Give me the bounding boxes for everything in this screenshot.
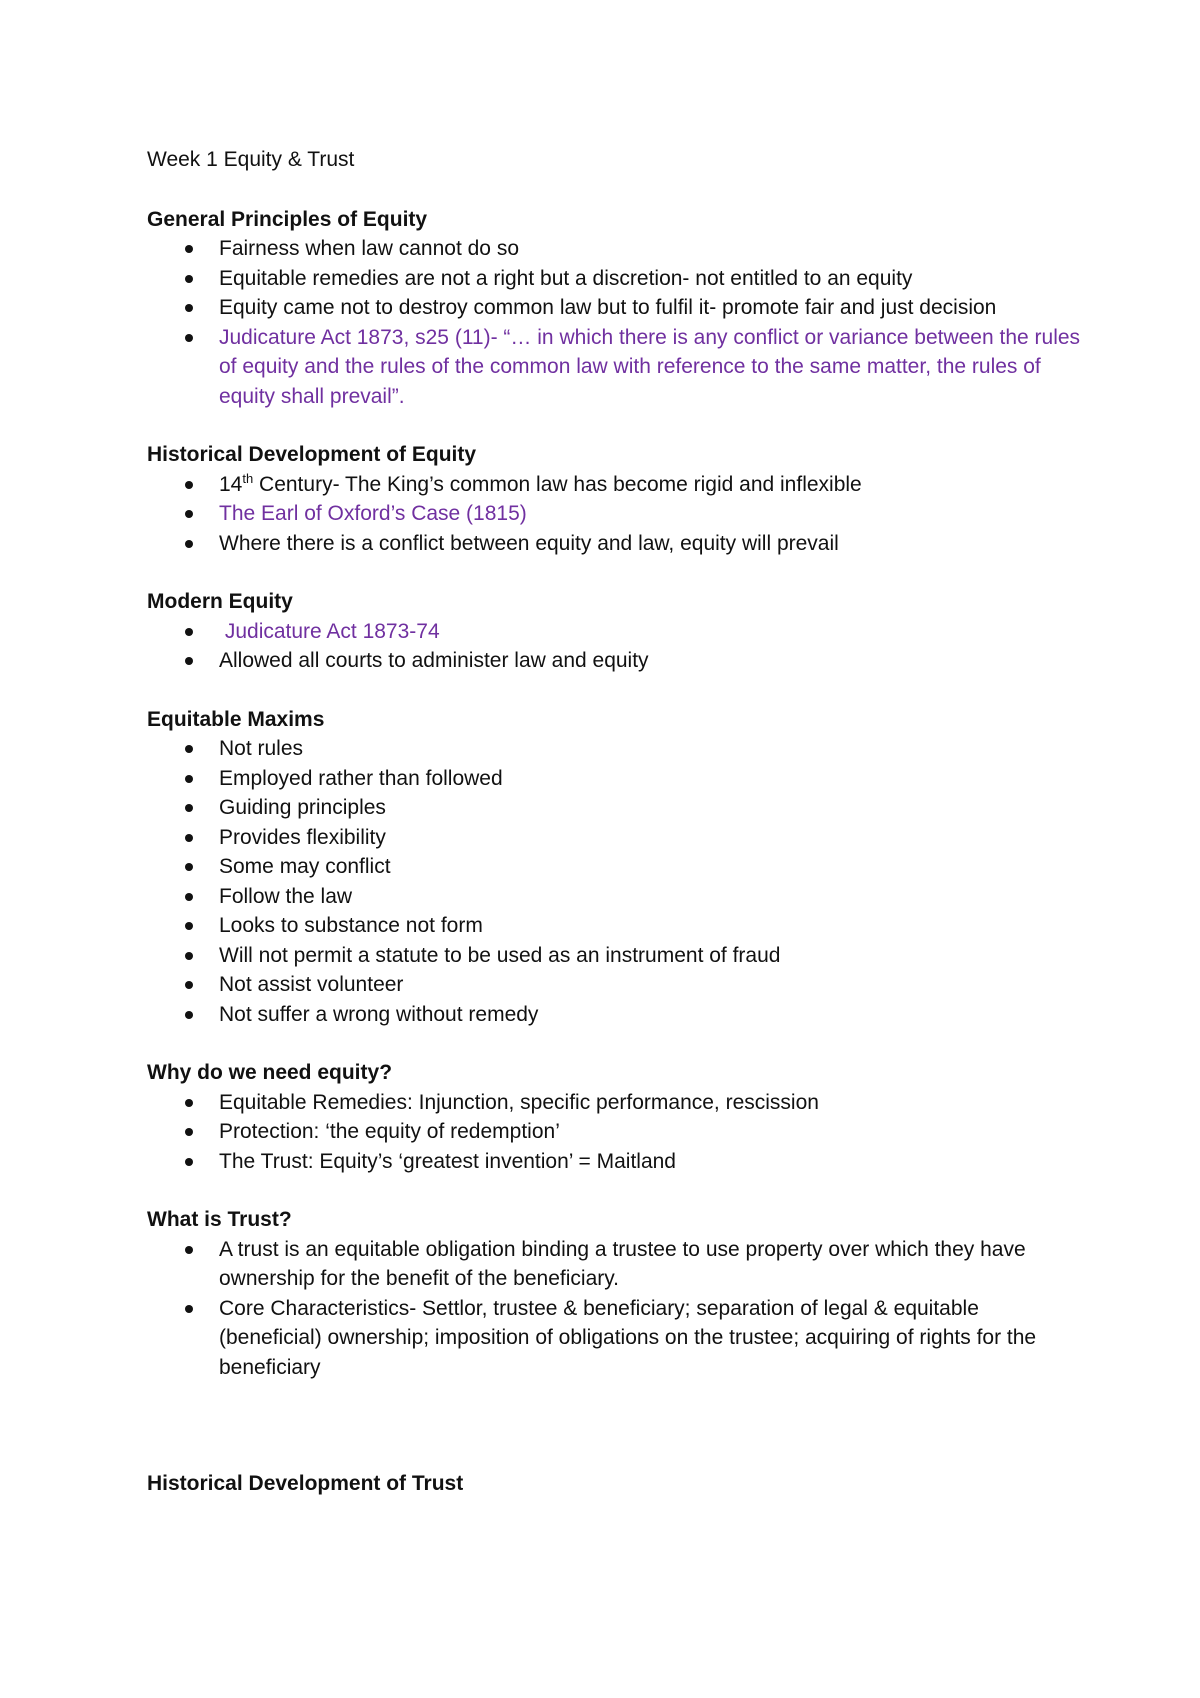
bullet-icon [185, 334, 193, 342]
bullet-icon [185, 804, 193, 812]
list-item [147, 911, 1087, 941]
list-item-text: Not suffer a wrong without remedy [219, 1002, 539, 1026]
section-general-principles [147, 205, 1087, 412]
section-historical-development-trust [147, 1469, 1087, 1499]
bullet-list [147, 1235, 1087, 1383]
list-item-text: Provides flexibility [219, 825, 386, 849]
list-item [147, 970, 1087, 1000]
bullet-icon [185, 1158, 193, 1166]
list-item-text: The Trust: Equity’s ‘greatest invention’ = Maitland [219, 1149, 676, 1173]
ordinal-suffix: th [242, 470, 254, 486]
bullet-icon [185, 540, 193, 548]
list-item-text: Some may conflict [219, 855, 391, 878]
section-modern-equity [147, 587, 1087, 676]
list-item-text: Not assist volunteer [219, 973, 404, 996]
list-item [147, 734, 1087, 764]
section-heading: Modern Equity [147, 590, 293, 613]
list-item-text: Equitable remedies are not a right but a discretion- not entitled to an equity [219, 266, 913, 290]
ordinal-number: 14 [219, 472, 243, 496]
bullet-icon [185, 981, 193, 989]
list-item-text: Fairness when law cannot do so [219, 237, 519, 260]
list-item-text: Equitable Remedies: Injunction, specific performance, rescission [219, 1090, 819, 1114]
list-item-case [147, 499, 1087, 529]
list-item [147, 1117, 1087, 1147]
list-item-text: Looks to substance not form [219, 914, 483, 937]
bullet-icon [185, 1246, 193, 1254]
bullet-icon [185, 952, 193, 960]
bullet-icon [185, 922, 193, 930]
list-item-text: Will not permit a statute to be used as an instrument of fraud [219, 943, 781, 967]
bullet-icon [185, 1011, 193, 1019]
section-heading: General Principles of Equity [147, 207, 428, 231]
document-title: Week 1 Equity & Trust [147, 148, 355, 171]
list-item-text: Judicature Act 1873, s25 (11)- “… in which there is any conflict or variance between the rules of equity and the rules of the common law with reference to the same matter, the rules of equity shall prevail”. [219, 325, 1081, 408]
list-item [147, 1088, 1087, 1118]
bullet-list [147, 470, 1087, 559]
list-item [147, 234, 1087, 264]
bullet-icon [185, 628, 193, 636]
section-heading: What is Trust? [147, 1208, 292, 1231]
list-item [147, 764, 1087, 794]
bullet-icon [185, 275, 193, 283]
list-item-text: Allowed all courts to administer law and equity [219, 649, 649, 672]
list-item-text: Follow the law [219, 884, 353, 908]
bullet-list [147, 734, 1087, 1029]
bullet-icon [185, 1305, 193, 1313]
bullet-icon [185, 1128, 193, 1136]
list-item [147, 293, 1087, 323]
list-item-act [147, 617, 1087, 647]
list-item-text: Equity came not to destroy common law but to fulfil it- promote fair and just decision [219, 296, 997, 319]
list-item [147, 646, 1087, 676]
section-historical-development-equity [147, 440, 1087, 558]
list-item-text: Core Characteristics- Settlor, trustee & beneficiary; separation of legal & equitable (beneficial) ownership; imposition of obligations on the trustee; acquiring of rights for the beneficiary [219, 1296, 1037, 1379]
bullet-icon [185, 834, 193, 842]
list-item [147, 264, 1087, 294]
document-page [147, 145, 1087, 1528]
list-item [147, 823, 1087, 853]
bullet-icon [185, 1099, 193, 1107]
bullet-icon [185, 657, 193, 665]
bullet-icon [185, 510, 193, 518]
bullet-list [147, 617, 1087, 676]
list-item-text: Where there is a conflict between equity and law, equity will prevail [219, 531, 839, 555]
bullet-icon [185, 893, 193, 901]
bullet-list [147, 234, 1087, 411]
list-item [147, 1147, 1087, 1177]
list-item [147, 1000, 1087, 1030]
bullet-list [147, 1088, 1087, 1177]
section-heading: Historical Development of Equity [147, 443, 477, 466]
list-item [147, 941, 1087, 971]
list-item-text: Employed rather than followed [219, 766, 503, 790]
list-item-text: Protection: ‘the equity of redemption’ [219, 1120, 560, 1143]
list-item-text: A trust is an equitable obligation binding a trustee to use property over which they have ownership for the benefit of the beneficiary. [219, 1237, 1026, 1290]
list-item-text: Century- The King’s common law has become rigid and inflexible [253, 472, 862, 496]
bullet-icon [185, 245, 193, 253]
list-item [147, 852, 1087, 882]
bullet-icon [185, 863, 193, 871]
section-equitable-maxims [147, 705, 1087, 1030]
list-item [147, 470, 1087, 500]
list-item-text: Judicature Act 1873-74 [219, 619, 440, 643]
list-item-quote [147, 323, 1087, 412]
list-item [147, 529, 1087, 559]
section-heading: Historical Development of Trust [147, 1472, 464, 1495]
bullet-icon [185, 775, 193, 783]
list-item-text: Not rules [219, 737, 304, 760]
section-heading: Why do we need equity? [147, 1061, 393, 1084]
blank-space [147, 1411, 1087, 1469]
section-why-need-equity [147, 1058, 1087, 1176]
list-item [147, 882, 1087, 912]
bullet-icon [185, 304, 193, 312]
bullet-icon [185, 481, 193, 489]
list-item [147, 1294, 1087, 1383]
section-heading: Equitable Maxims [147, 707, 325, 731]
list-item-text: The Earl of Oxford’s Case (1815) [219, 502, 527, 525]
list-item [147, 793, 1087, 823]
list-item [147, 1235, 1087, 1294]
list-item-text: Guiding principles [219, 796, 386, 819]
bullet-icon [185, 745, 193, 753]
section-what-is-trust [147, 1205, 1087, 1382]
